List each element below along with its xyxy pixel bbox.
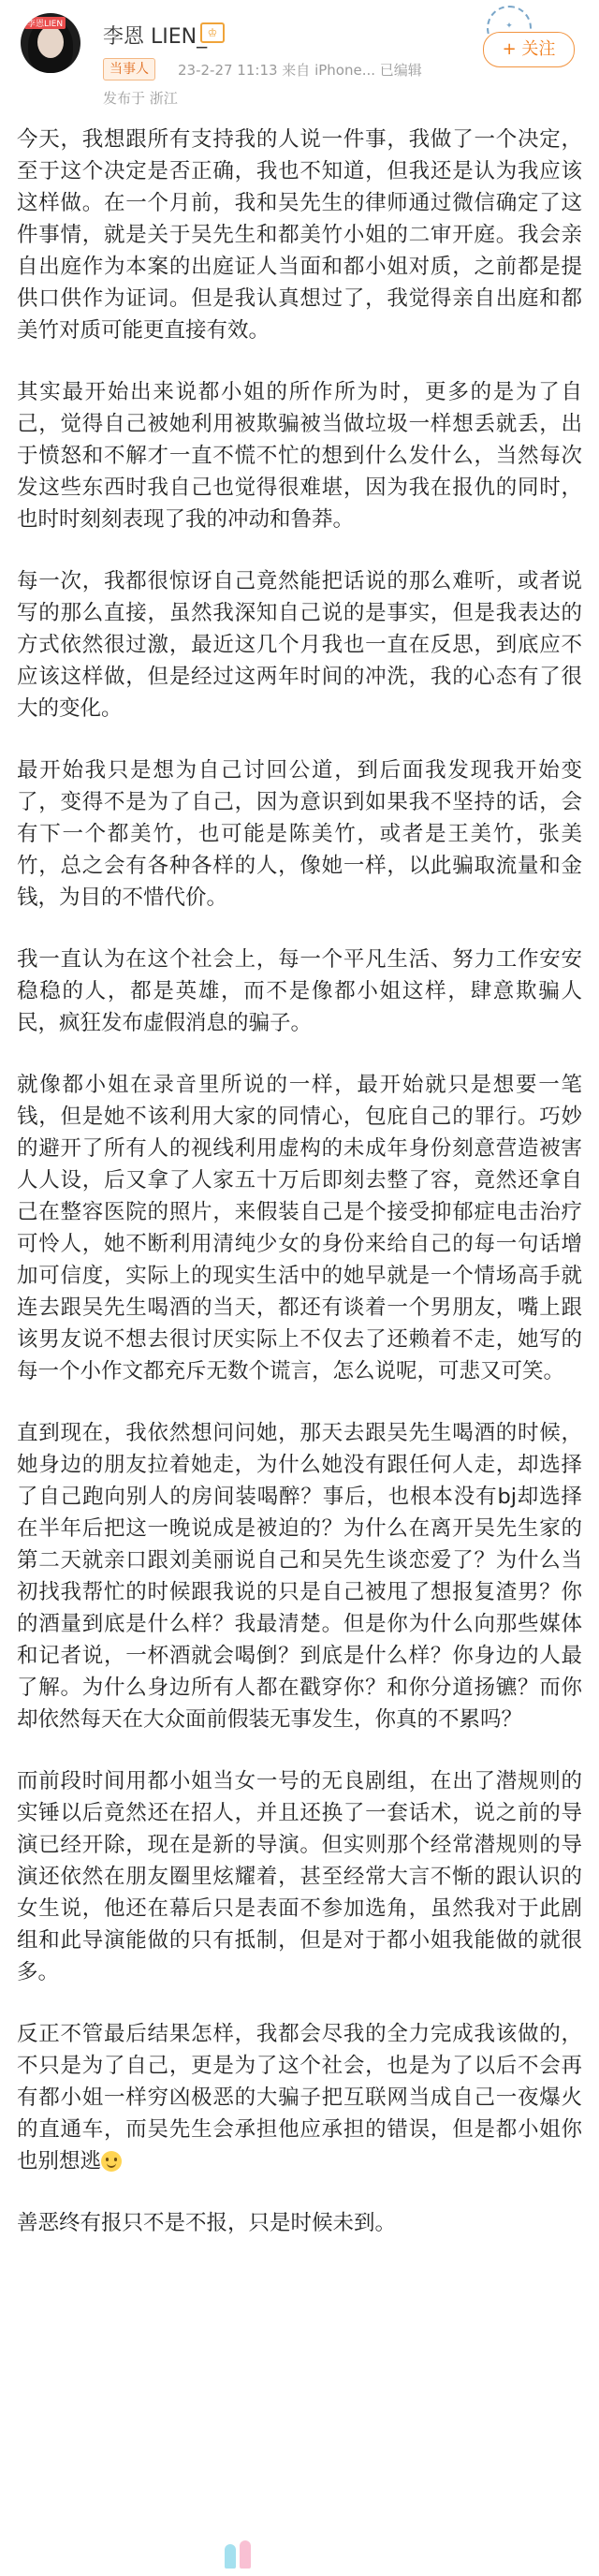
post-paragraph: 其实最开始出来说都小姐的所作所为时，更多的是为了自己，觉得自己被她利用被欺骗被当做垃圾一样想丢就丢，出于愤怒和不解才一直不慌不忙的想到什么发什么，当然每次发这些东西时我自己也觉得很难堪，因为我在报仇的同时，也时时刻刻表现了我的冲动和鲁莽。	[17, 380, 582, 532]
post-paragraph: 直到现在，我依然想问问她，那天去跟吴先生喝酒的时候，她身边的朋友拉着她走，为什么她没有跟任何人走，却选择了自己跑向别人的房间装喝醉？事后，也根本没有bj却选择在半年后把这一晚说成是被迫的？为什么在离开吴先生家的第二天就亲口跟刘美丽说自己和吴先生谈恋爱了？为什么当初找我帮忙的时候跟我说的只是自己被甩了想报复渣男？你的酒量到底是什么样？我最清楚。但是你为什么向那些媒体和记者说，一杯酒就会喝倒？到底是什么样？你身边的人最了解。为什么身边所有人都在戳穿你？和你分道扬镳？而你却依然每天在大众面前假装无事发生，你真的不累吗？	[17, 1421, 582, 1732]
post-paragraph: 我一直认为在这个社会上，每一个平凡生活、努力工作安安稳稳的人，都是英雄，而不是像都小姐这样，肆意欺骗人民，疯狂发布虚假消息的骗子。	[17, 947, 582, 1035]
stamp-icon: ✦	[487, 6, 532, 51]
watermark-shape	[225, 2544, 236, 2569]
post-paragraph: 最开始我只是想为自己讨回公道，到后面我发现我开始变了，变得不是为了自己，因为意识到如果我不坚持的话，会有下一个都美竹，也可能是陈美竹，或者是王美竹，张美竹，总之会有各种各样的人，像她一样，以此骗取流量和金钱，为目的不惜代价。	[17, 758, 582, 910]
post-paragraph: 就像都小姐在录音里所说的一样，最开始就只是想要一笔钱，但是她不该利用大家的同情心，包庇自己的罪行。巧妙的避开了所有人的视线利用虚构的未成年身份刻意营造被害人人设，后又拿了人家五十万后即刻去整了容，竟然还拿自己在整容医院的照片，来假装自己是个接受抑郁症电击治疗可怜人，她不断利用清纯少女的身份来给自己的每一句话增加可信度，实际上的现实生活中的她早就是一个情场高手就连去跟吴先生喝酒的当天，都还有谈着一个男朋友，嘴上跟该男友说不想去很讨厌实际上不仅去了还赖着不走，她写的每一个小作文都充斥无数个谎言，怎么说呢，可悲又可笑。	[17, 1073, 582, 1383]
avatar-tag: 李恩LIEN	[24, 17, 66, 29]
username[interactable]: 李恩 LIEN_	[103, 25, 208, 49]
post-location: 发布于 浙江	[103, 90, 178, 107]
watermark-logo	[217, 2539, 270, 2572]
smile-emoji-icon	[101, 2151, 122, 2172]
post-header	[0, 0, 599, 107]
party-badge: 当事人	[103, 58, 155, 80]
post-meta: 23-2-27 11:13 来自 iPhone... 已编辑	[178, 62, 422, 79]
vip-icon: ♔	[200, 22, 225, 43]
follow-button[interactable]: + 关注	[483, 32, 575, 67]
post-paragraph: 今天，我想跟所有支持我的人说一件事，我做了一个决定，至于这个决定是否正确，我也不知道，但我还是认为我应该这样做。在一个月前，我和吴先生的律师通过微信确定了这件事情，就是关于吴先生和都美竹小姐的二审开庭。我会亲自出庭作为本案的出庭证人当面和都小姐对质，之前都是提供口供作为证词。但是我认真想过了，我觉得亲自出庭和都美竹对质可能更直接有效。	[17, 127, 582, 343]
post-paragraph: 而前段时间用都小姐当女一号的无良剧组，在出了潜规则的实锤以后竟然还在招人，并且还换了一套话术，说之前的导演已经开除，现在是新的导演。但实则那个经常潜规则的导演还依然在朋友圈里炫耀着，甚至经常大言不惭的跟认识的女生说，他还在幕后只是表面不参加选角，虽然我对于此剧组和此导演能做的只有抵制，但是对于都小姐我能做的就很多。	[17, 1769, 582, 1984]
post-paragraph-with-emoji	[17, 2018, 582, 2177]
avatar-face	[37, 26, 64, 58]
post-body	[17, 124, 582, 2239]
post-paragraph: 善恶终有报只不是不报，只是时候未到。	[17, 2211, 397, 2235]
watermark-shape	[240, 2540, 251, 2569]
avatar[interactable]	[21, 13, 80, 73]
post-paragraph: 每一次，我都很惊讶自己竟然能把话说的那么难听，或者说写的那么直接，虽然我深知自己说的是事实，但是我表达的方式依然很过激，最近这几个月我也一直在反思，到底应不应该这样做，但是经过这两年时间的冲洗，我的心态有了很大的变化。	[17, 569, 582, 721]
post-paragraph-text: 反正不管最后结果怎样，我都会尽我的全力完成我该做的，不只是为了自己，更是为了这个社会，也是为了以后不会再有都小姐一样穷凶极恶的大骗子把互联网当成自己一夜爆火的直通车，而吴先生会承担他应承担的错误，但是都小姐你也别想逃	[17, 2022, 582, 2174]
